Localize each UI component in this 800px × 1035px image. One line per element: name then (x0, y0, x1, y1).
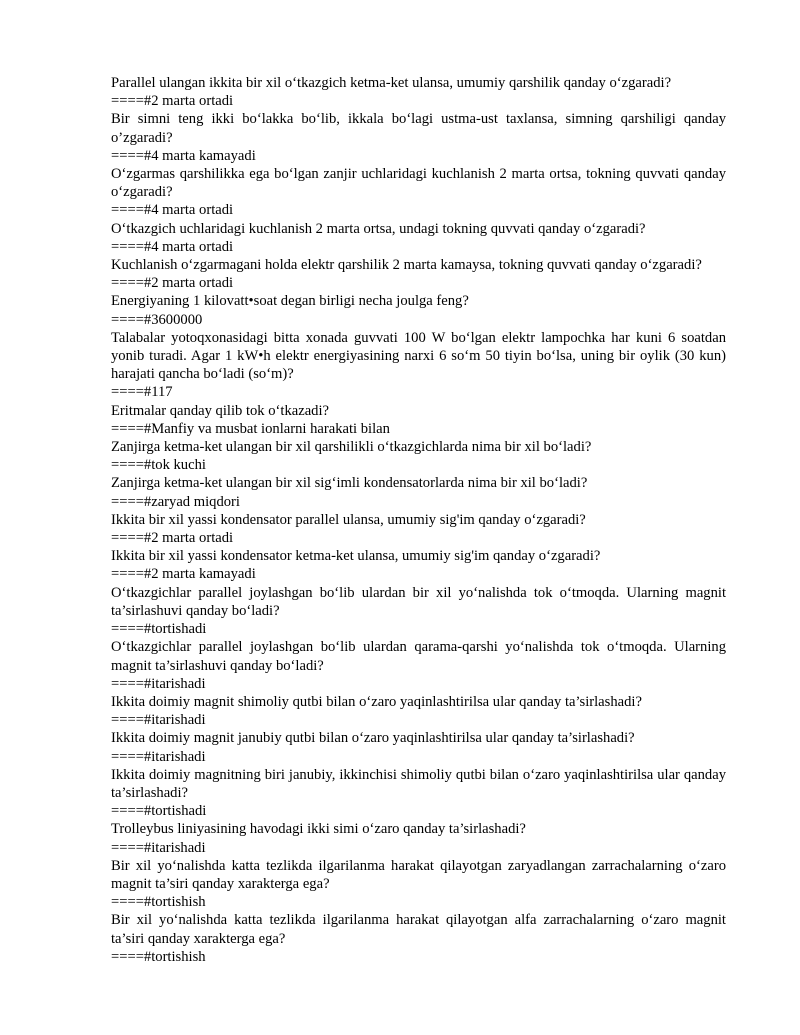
answer-text: ====#itarishadi (111, 748, 206, 765)
answer-text: ====#tortishadi (111, 803, 207, 820)
question-text: Zanjirga ketma-ket ulangan bir xil sig‘imli kondensatorlarda nima bir xil bo‘ladi? (111, 475, 588, 492)
question-text: Bir xil yo‘nalishda katta tezlikda ilgarilanma harakat qilayotgan alfa zarrachalarning o‘zaro magnit ta’siri qanday xarakterga ega? (111, 912, 726, 947)
answer-text: ====#4 marta ortadi (111, 238, 234, 255)
answer-text: ====#4 marta ortadi (111, 202, 234, 219)
question-text: O‘tkazgichlar parallel joylashgan bo‘lib ulardan bir xil yo‘nalishda tok o‘tmoqda. Ularning magnit ta’sirlashuvi qanday bo‘ladi? (111, 584, 726, 619)
answer-text: ====#tok kuchi (111, 457, 206, 474)
question-text: Eritmalar qanday qilib tok o‘tkazadi? (111, 402, 330, 419)
answer-text: ====#itarishadi (111, 675, 206, 692)
question-text: Zanjirga ketma-ket ulangan bir xil qarshilikli o‘tkazgichlarda nima bir xil bo‘ladi? (111, 439, 592, 456)
question-text: Talabalar yotoqxonasidagi bitta xonada guvvati 100 W bo‘lgan elektr lampochka har kuni 6 soatdan yonib turadi. Agar 1 kW•h elektr energiyasining narxi 6 so‘m 50 tiyin bo‘lsa, uning bir oylik (30 kun) harajati qancha bo‘ladi (so‘m)? (111, 329, 726, 383)
answer-text: ====#tortishadi (111, 621, 207, 638)
answer-text: ====#2 marta kamayadi (111, 566, 256, 583)
question-text: Ikkita doimiy magnitning biri janubiy, ikkinchisi shimoliy qutbi bilan o‘zaro yaqinlashtirilsa ular qanday ta’sirlashadi? (111, 766, 726, 801)
answer-text: ====#tortishish (111, 894, 206, 911)
question-text: Kuchlanish o‘zgarmagani holda elektr qarshilik 2 marta kamaysa, tokning quvvati qanday o‘zgaradi? (111, 257, 702, 274)
question-text: Bir xil yo‘nalishda katta tezlikda ilgarilanma harakat qilayotgan zaryadlangan zarrachalarning o‘zaro magnit ta’siri qanday xarakterga ega? (111, 857, 726, 892)
question-text: O‘tkazgich uchlaridagi kuchlanish 2 marta ortsa, undagi tokning quvvati qanday o‘zgaradi? (111, 220, 646, 237)
answer-text: ====#2 marta ortadi (111, 275, 234, 292)
answer-text: ====#itarishadi (111, 712, 206, 729)
answer-text: ====#zaryad miqdori (111, 493, 240, 510)
answer-text: ====#2 marta ortadi (111, 530, 234, 547)
question-text: O‘tkazgichlar parallel joylashgan bo‘lib ulardan qarama-qarshi yo‘nalishda tok o‘tmoqda. Ularning magnit ta’sirlashuvi qanday bo‘ladi? (111, 639, 726, 674)
answer-text: ====#Manfiy va musbat ionlarni harakati bilan (111, 420, 390, 437)
question-text: Parallel ulangan ikkita bir xil o‘tkazgich ketma-ket ulansa, umumiy qarshilik qanday o‘zgaradi? (111, 75, 672, 91)
question-text: Ikkita doimiy magnit shimoliy qutbi bilan o‘zaro yaqinlashtirilsa ular qanday ta’sirlashadi? (111, 693, 642, 710)
question-text: Ikkita doimiy magnit janubiy qutbi bilan o‘zaro yaqinlashtirilsa ular qanday ta’sirlashadi? (111, 730, 635, 747)
answer-text: ====#itarishadi (111, 839, 206, 856)
question-text: Trolleybus liniyasining havodagi ikki simi o‘zaro qanday ta’sirlashadi? (111, 821, 526, 838)
question-text: Energiyaning 1 kilovatt•soat degan birligi necha joulga feng? (111, 293, 469, 310)
answer-text: ====#4 marta kamayadi (111, 147, 256, 164)
document-page (111, 74, 726, 966)
answer-text: ====#2 marta ortadi (111, 93, 234, 110)
answer-text: ====#3600000 (111, 311, 203, 328)
question-text: O‘zgarmas qarshilikka ega bo‘lgan zanjir uchlaridagi kuchlanish 2 marta ortsa, tokning quvvati qanday o‘zgaradi? (111, 166, 726, 201)
answer-text: ====#117 (111, 384, 173, 401)
question-text: Ikkita bir xil yassi kondensator parallel ulansa, umumiy sig'im qanday o‘zgaradi? (111, 511, 586, 528)
question-text: Ikkita bir xil yassi kondensator ketma-ket ulansa, umumiy sig'im qanday o‘zgaradi? (111, 548, 601, 565)
question-text: Bir simni teng ikki bo‘lakka bo‘lib, ikkala bo‘lagi ustma-ust taxlansa, simning qarshiligi qanday o’zgaradi? (111, 111, 726, 146)
answer-text: ====#tortishish (111, 948, 206, 965)
